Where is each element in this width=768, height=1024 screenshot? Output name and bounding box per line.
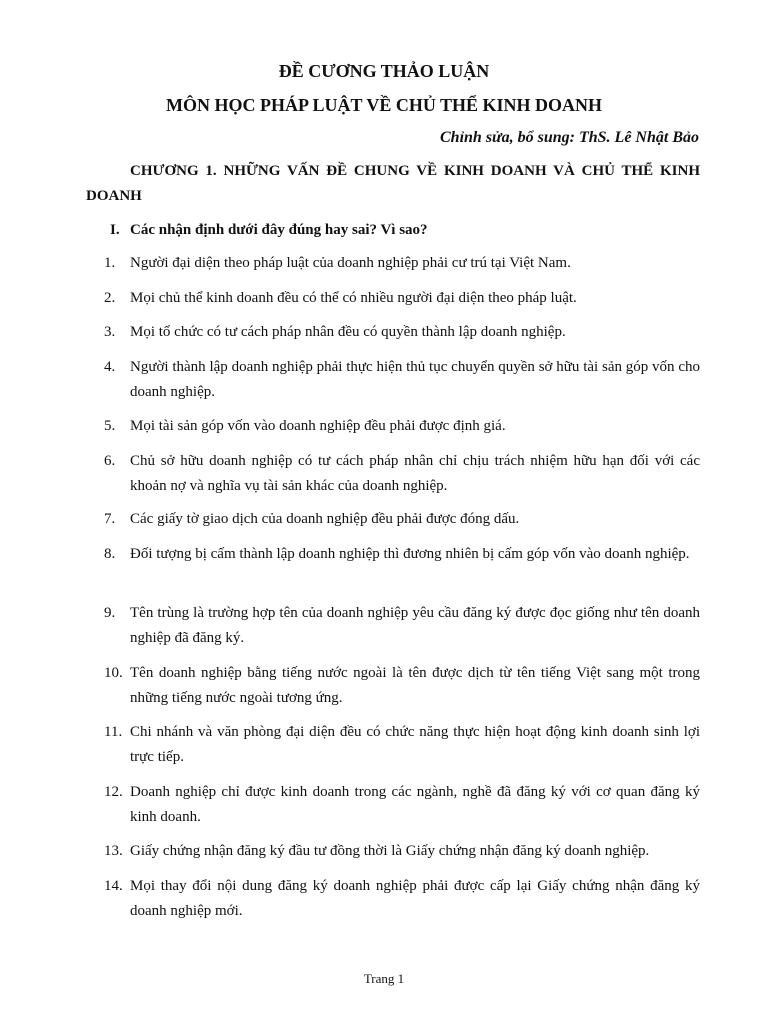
- list-item: [104, 507, 700, 532]
- list-item: [104, 251, 700, 276]
- document-title-line-2: MÔN HỌC PHÁP LUẬT VỀ CHỦ THỂ KINH DOANH: [165, 95, 603, 115]
- list-item-text: Mọi thay đổi nội dung đăng ký doanh nghiệp phải được cấp lại Giấy chứng nhận đăng ký doanh nghiệp mới.: [130, 878, 700, 919]
- list-item-number: 14.: [104, 878, 123, 894]
- list-item-text: Người thành lập doanh nghiệp phải thực hiện thủ tục chuyển quyền sở hữu tài sản góp vốn cho doanh nghiệp.: [130, 359, 700, 400]
- list-item-number: 6.: [104, 453, 116, 469]
- list-item-text: Tên doanh nghiệp bằng tiếng nước ngoài là tên được dịch từ tên tiếng Việt sang một trong những tiếng nước ngoài tương ứng.: [130, 665, 700, 706]
- document-author-note: Chỉnh sửa, bổ sung: ThS. Lê Nhật Bảo: [440, 129, 699, 146]
- section-number: I.: [110, 222, 120, 238]
- list-item-number: 12.: [104, 784, 123, 800]
- list-item-text: Đối tượng bị cấm thành lập doanh nghiệp thì đương nhiên bị cấm góp vốn vào doanh nghiệp.: [130, 546, 690, 562]
- list-item: [104, 839, 700, 864]
- list-item: [104, 414, 700, 439]
- list-item-number: 3.: [104, 324, 116, 340]
- list-item-text: Mọi chủ thể kinh doanh đều có thể có nhiều người đại diện theo pháp luật.: [130, 290, 577, 306]
- list-item-text: Giấy chứng nhận đăng ký đầu tư đồng thời là Giấy chứng nhận đăng ký doanh nghiệp.: [130, 843, 650, 859]
- list-item: [104, 661, 700, 711]
- list-item: [104, 286, 700, 311]
- list-item-number: 1.: [104, 255, 116, 271]
- list-item-text: Mọi tài sản góp vốn vào doanh nghiệp đều phải được định giá.: [130, 418, 506, 434]
- list-item: [104, 355, 700, 405]
- document-title-line-1: ĐỀ CƯƠNG THẢO LUẬN: [278, 61, 490, 81]
- list-item-number: 11.: [104, 724, 123, 740]
- list-item: [104, 320, 700, 345]
- list-item-text: Chủ sở hữu doanh nghiệp có tư cách pháp nhân chỉ chịu trách nhiệm hữu hạn đối với các khoản nợ và nghĩa vụ tài sản khác của doanh nghiệp.: [130, 453, 700, 494]
- list-item-text: Các giấy tờ giao dịch của doanh nghiệp đều phải được đóng dấu.: [130, 511, 520, 527]
- chapter-heading: CHƯƠNG 1. NHỮNG VẤN ĐỀ CHUNG VỀ KINH DOANH VÀ CHỦ THỂ KINH DOANH: [86, 163, 700, 204]
- list-item: [104, 449, 700, 499]
- list-item-number: 9.: [104, 605, 116, 621]
- list-item-number: 13.: [104, 843, 123, 859]
- list-item-text: Chi nhánh và văn phòng đại diện đều có chức năng thực hiện hoạt động kinh doanh sinh lợi trực tiếp.: [130, 724, 700, 765]
- page-number: Trang 1: [363, 971, 405, 986]
- list-item-text: Doanh nghiệp chỉ được kinh doanh trong các ngành, nghề đã đăng ký với cơ quan đăng ký kinh doanh.: [130, 784, 700, 825]
- section-heading: [110, 220, 428, 240]
- list-item-number: 5.: [104, 418, 116, 434]
- list-item: [104, 874, 700, 924]
- list-item: [104, 601, 700, 651]
- list-item: [104, 780, 700, 830]
- list-item-number: 4.: [104, 359, 116, 375]
- list-item-number: 10.: [104, 665, 123, 681]
- list-item-number: 7.: [104, 511, 116, 527]
- list-item-text: Tên trùng là trường hợp tên của doanh nghiệp yêu cầu đăng ký được đọc giống như tên doanh nghiệp đã đăng ký.: [130, 605, 700, 646]
- list-item: [104, 542, 700, 567]
- list-item-text: Mọi tổ chức có tư cách pháp nhân đều có quyền thành lập doanh nghiệp.: [130, 324, 566, 340]
- list-item-number: 2.: [104, 290, 116, 306]
- list-item-text: Người đại diện theo pháp luật của doanh nghiệp phải cư trú tại Việt Nam.: [130, 255, 571, 271]
- section-title: Các nhận định dưới đây đúng hay sai? Vì sao?: [130, 222, 428, 238]
- list-item-number: 8.: [104, 546, 116, 562]
- list-item: [104, 720, 700, 770]
